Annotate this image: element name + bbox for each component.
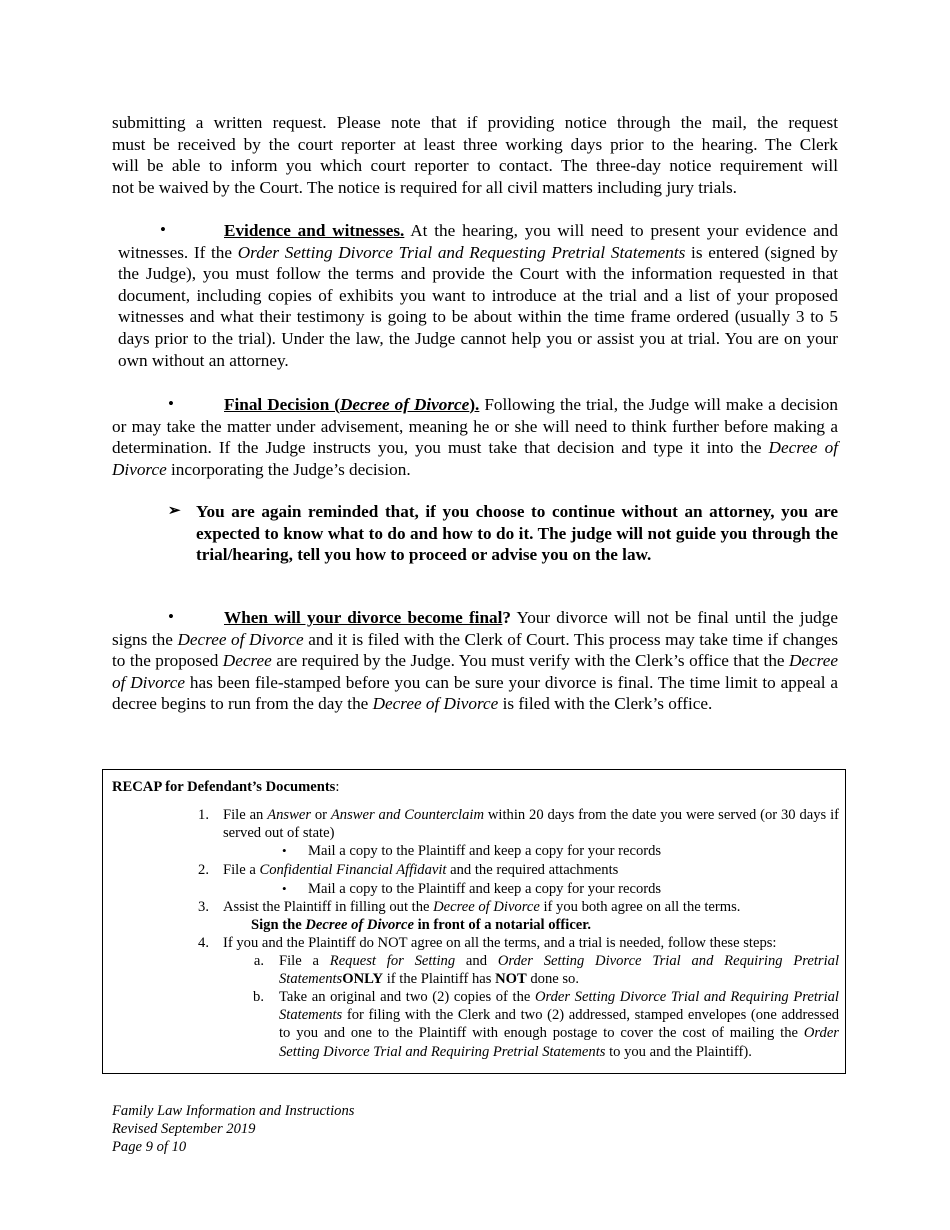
intro-line: must be received by the court reporter at least three working days prior to the hearing. The Clerk: [112, 134, 838, 154]
footer-line: Revised September 2019: [112, 1121, 256, 1137]
bullet-icon: •: [282, 881, 287, 896]
final-decision-paragraph: [112, 394, 838, 480]
item-text: File an Answer or Answer and Counterclaim within 20 days from the date you were served (or 30 days if served out of state): [223, 807, 839, 842]
evidence-order-title: Order Setting Divorce Trial and Requesting Pretrial Statements: [237, 242, 686, 262]
final-decision-section: [112, 394, 838, 480]
bullet-icon: •: [160, 220, 166, 239]
item-subtext: Mail a copy to the Plaintiff and keep a copy for your records: [308, 881, 662, 897]
final-decision-heading: Final Decision (Decree of Divorce).: [224, 395, 480, 414]
reminder-note: [168, 501, 838, 566]
item-subtext: Mail a copy to the Plaintiff and keep a copy for your records: [308, 843, 662, 859]
subitem-letter: b.: [253, 989, 264, 1005]
item-text: File a Confidential Financial Affidavit and the required attachments: [223, 862, 619, 878]
decree-title: Decree of Divorce: [112, 438, 838, 479]
arrow-bullet-icon: ➢: [168, 503, 181, 519]
item-number: 2.: [198, 862, 209, 878]
evidence-heading: Evidence and witnesses.: [224, 221, 405, 240]
bullet-icon: •: [282, 843, 287, 858]
reminder-text: You are again reminded that, if you choose to continue without an attorney, you are expected to know what to do and how to do it. The judge will not guide you through the trial/hearing, tell you how to proceed or advise you on the law.: [196, 502, 838, 565]
footer-line: Family Law Information and Instructions: [112, 1103, 355, 1119]
item-text: If you and the Plaintiff do NOT agree on all the terms, and a trial is needed, follow these steps:: [223, 935, 777, 951]
item-number: 3.: [198, 899, 209, 915]
item-number: 4.: [198, 935, 209, 951]
bullet-icon: •: [168, 394, 174, 413]
bullet-icon: •: [168, 607, 174, 626]
recap-title: RECAP for Defendant’s Documents:: [112, 779, 340, 795]
intro-line: will be able to inform you which court reporter to contact. The three-day notice requirement will: [112, 156, 838, 176]
subitem-a-text: File a Request for Setting and Order Setting Divorce Trial and Requiring Pretrial StatementsONLY if the Plaintiff has NOT done so.: [279, 953, 840, 988]
subitem-letter: a.: [253, 953, 264, 969]
divorce-final-paragraph: When will your divorce become final? Your divorce will not be final until the judge signs the Decree of Divorce and it is filed with the Clerk of Court. This process may take time if changes to the proposed Decree are required by the Judge. You must verify with the Clerk’s office that the Decree of Divorce has been file-stamped before you can be sure your divorce is final. The time limit to appeal a decree begins to run from the day the Decree of Divorce is filed with the Clerk’s office.: [112, 608, 838, 714]
page-footer: [112, 1102, 354, 1156]
page-number: Page 9 of 10: [112, 1139, 187, 1155]
divorce-final-heading: When will your divorce become final: [224, 608, 503, 627]
evidence-paragraph: [112, 220, 838, 371]
intro-line: submitting a written request. Please note that if providing notice through the mail, the request: [112, 113, 838, 132]
recap-box: [102, 769, 846, 1074]
intro-line: not be waived by the Court. The notice is required for all civil matters including jury trials.: [112, 177, 737, 197]
evidence-text: is entered (signed by the Judge), you must follow the terms and provide the Court with the information requested in that document, including copies of exhibits you want to introduce at the trial and a list of your proposed witnesses and what their testimony is going to be about within the time frame ordered (usually 3 to 5 days prior to the trial). Under the law, the Judge cannot help you or assist you at trial. You are on your own without an attorney.: [118, 242, 838, 370]
sign-instruction: Sign the Decree of Divorce in front of a notarial officer.: [251, 917, 592, 933]
subitem-b-text: Take an original and two (2) copies of the Order Setting Divorce Trial and Requiring Pretrial Statements for filing with the Clerk and two (2) addressed, stamped envelopes (one addressed to you and one to the Plaintiff with enough postage to cover the cost of mailing the Order Setting Divorce Trial and Requiring Pretrial Statements to you and the Plaintiff).: [279, 989, 839, 1060]
intro-paragraph: [112, 112, 838, 198]
evidence-section: [112, 220, 838, 371]
final-decision-text: Following the trial, the Judge will make a decision or may take the matter under advisement, meaning he or she will need to think further before making a determination. If the Judge instructs you, you must take that decision and type it into the: [112, 395, 838, 458]
item-text: Assist the Plaintiff in filling out the Decree of Divorce if you both agree on all the terms.: [223, 899, 741, 915]
divorce-final-section: [112, 607, 838, 715]
evidence-text: At the hearing, you will need to present your evidence and witnesses. If the: [118, 221, 838, 262]
item-number: 1.: [198, 807, 209, 823]
final-decision-text: incorporating the Judge’s decision.: [166, 459, 411, 479]
